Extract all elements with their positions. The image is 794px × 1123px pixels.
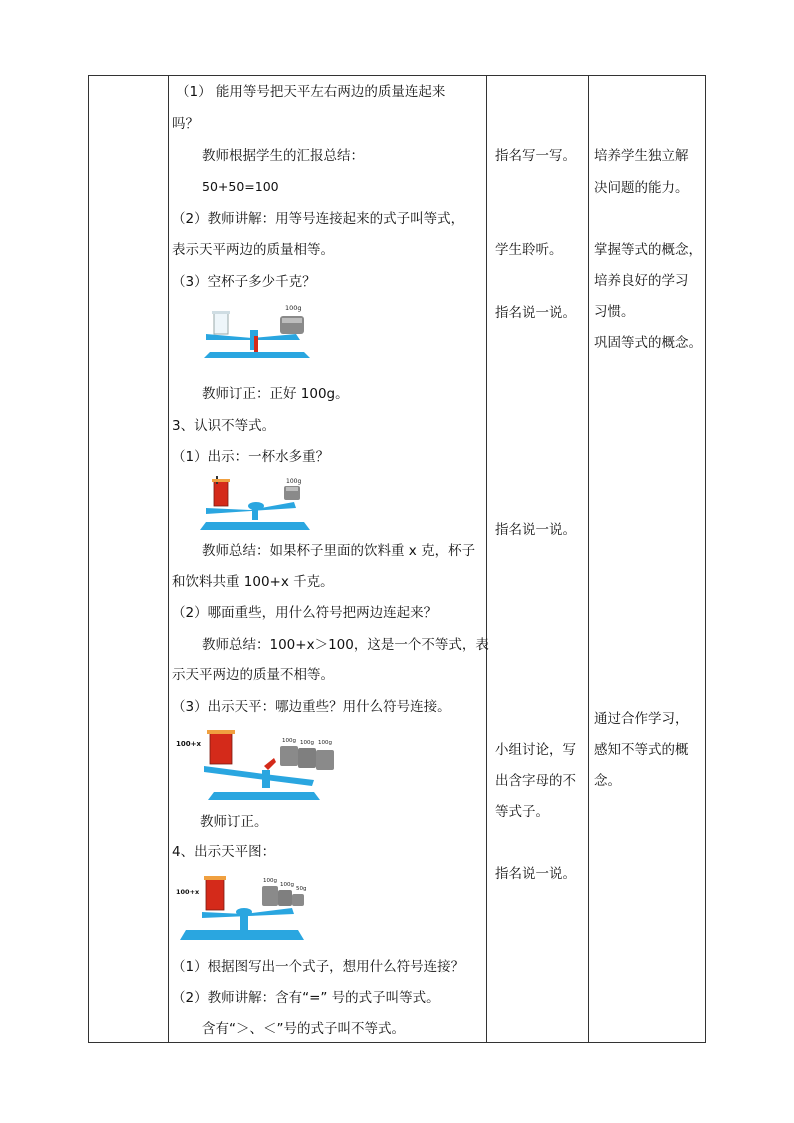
- weight-label-1: 100g: [285, 304, 302, 312]
- correct-1: 教师订正：正好 100g。: [202, 386, 349, 402]
- correct-2: 教师订正。: [200, 814, 268, 830]
- s3-summary1-line1: 教师总结：如果杯子里面的饮料重 x 克，杯子: [202, 543, 476, 559]
- q2-line2: 表示天平两边的质量相等。: [172, 242, 334, 258]
- activity-4: 指名说一说。: [495, 522, 576, 538]
- purpose-4-line1: 通过合作学习，: [594, 711, 689, 727]
- s3-q2: （2）哪面重些，用什么符号把两边连起来？: [172, 605, 438, 621]
- purpose-1-line1: 培养学生独立解: [594, 148, 689, 164]
- activity-5-line3: 等式子。: [495, 804, 549, 820]
- s4-q2: （2）教师讲解：含有“=” 号的式子叫等式。: [172, 990, 440, 1006]
- activity-5-line1: 小组讨论，写: [495, 742, 576, 758]
- purpose-1-line2: 决问题的能力。: [594, 180, 689, 196]
- weight-label-4b: 100g: [280, 882, 294, 888]
- q1-line2: 吗？: [172, 116, 199, 132]
- purpose-3: 巩固等式的概念。: [594, 335, 702, 351]
- s4-q1: （1）根据图写出一个式子，想用什么符号连接？: [172, 959, 465, 975]
- summary-intro: 教师根据学生的汇报总结：: [202, 148, 364, 164]
- purpose-4-line2: 感知不等式的概: [594, 742, 689, 758]
- s3-summary1-line2: 和饮料共重 100+x 千克。: [172, 574, 334, 590]
- activity-1: 指名写一写。: [495, 148, 576, 164]
- col-divider-2: [486, 76, 487, 1042]
- section-4-title: 4、出示天平图：: [172, 844, 276, 860]
- col-divider-1: [168, 76, 169, 1042]
- weight-label-3b: 100g: [300, 740, 314, 746]
- s4-q3: 含有“＞、＜”号的式子叫不等式。: [202, 1021, 405, 1037]
- section-3-title: 3、认识不等式。: [172, 418, 276, 434]
- equation: 50+50=100: [202, 179, 279, 194]
- balance-scale-image-1: [200, 300, 330, 362]
- s3-q1: （1）出示：一杯水多重？: [172, 449, 330, 465]
- s3-q3: （3）出示天平：哪边重些？用什么符号连接。: [172, 699, 451, 715]
- weight-label-2: 100g: [286, 478, 302, 485]
- weight-label-3a: 100g: [282, 738, 296, 744]
- purpose-4-line3: 念。: [594, 773, 621, 789]
- purpose-2-line3: 习惯。: [594, 304, 635, 320]
- weight-label-3c: 100g: [318, 740, 332, 746]
- s3-summary2-line1: 教师总结：100+x＞100，这是一个不等式，表: [202, 637, 489, 653]
- q2-line1: （2）教师讲解：用等号连接起来的式子叫等式，: [172, 211, 465, 227]
- s3-summary2-line2: 示天平两边的质量不相等。: [172, 667, 334, 683]
- activity-3: 指名说一说。: [495, 305, 576, 321]
- balance-scale-image-2: [200, 472, 312, 532]
- q3: （3）空杯子多少千克？: [172, 274, 316, 290]
- purpose-2-line2: 培养良好的学习: [594, 273, 689, 289]
- balance-scale-image-4: [174, 868, 314, 944]
- left-label-4: 100+x: [176, 888, 200, 896]
- balance-scale-image-3: [174, 722, 340, 806]
- col-divider-3: [588, 76, 589, 1042]
- q1-line1: （1） 能用等号把天平左右两边的质量连起来: [176, 84, 446, 100]
- left-label-3: 100+x: [176, 740, 201, 748]
- weight-label-4a: 100g: [263, 878, 277, 884]
- activity-5-line2: 出含字母的不: [495, 773, 576, 789]
- weight-label-4c: 50g: [296, 886, 307, 892]
- activity-6: 指名说一说。: [495, 866, 576, 882]
- activity-2: 学生聆听。: [495, 242, 563, 258]
- purpose-2-line1: 掌握等式的概念，: [594, 242, 702, 258]
